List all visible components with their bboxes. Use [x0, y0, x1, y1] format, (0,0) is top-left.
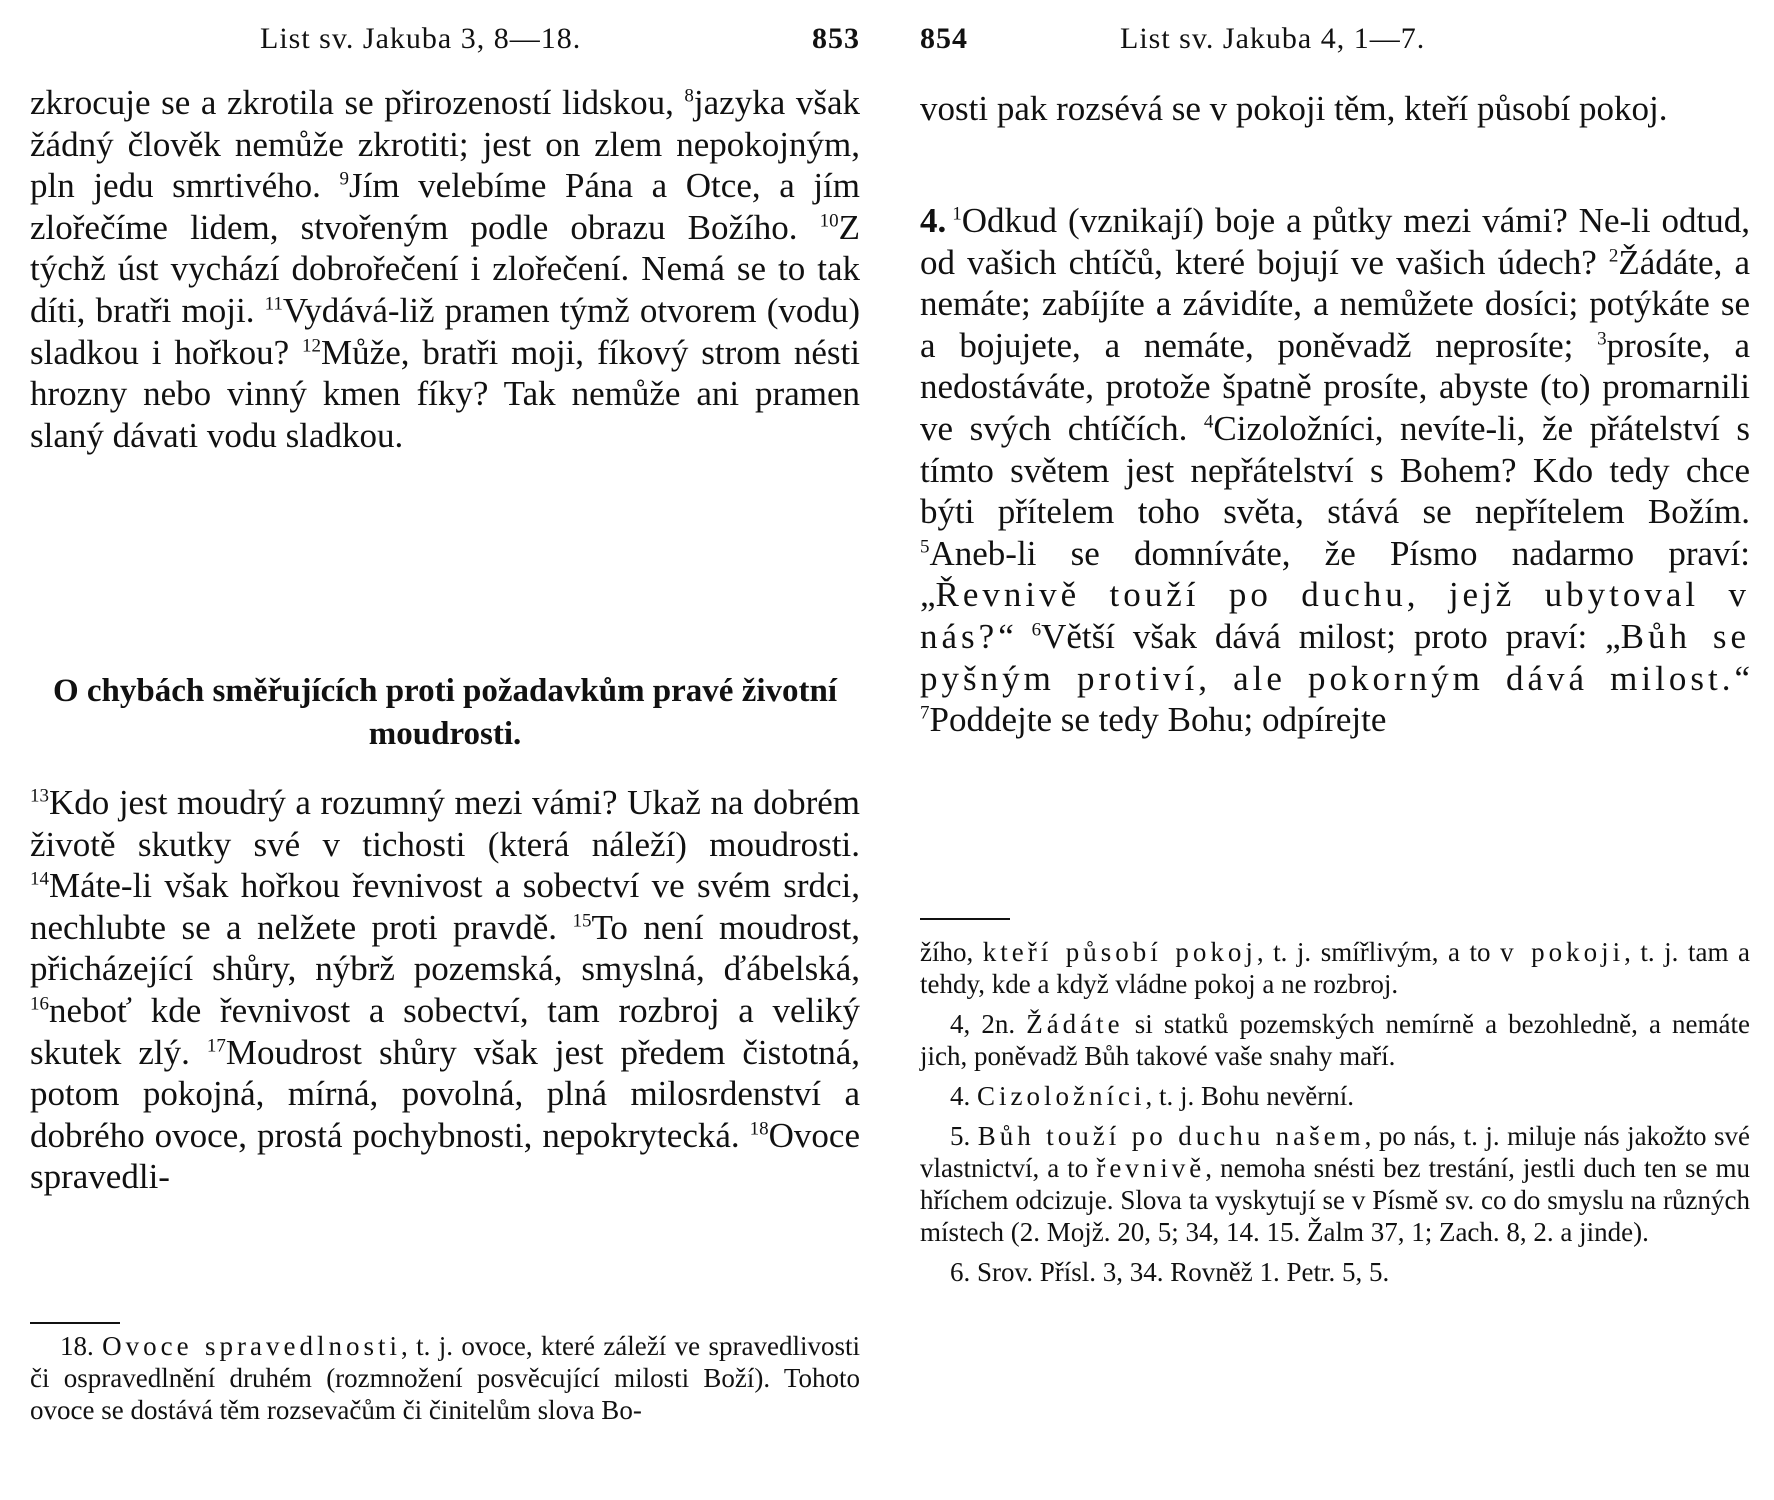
footnote-divider [920, 918, 1010, 920]
footnote [920, 1008, 1750, 1072]
footnotes [920, 936, 1750, 1296]
text-run: , t. j. tam a tehdy, kde a když vládne pokoj a ne rozbroj. [920, 937, 1750, 999]
left-page [30, 0, 860, 1500]
text-run: Poddejte se tedy Bohu; odpírejte [929, 700, 1387, 740]
verse-number: 6 [1031, 619, 1042, 641]
running-head-title: List sv. Jakuba 3, 8—18. [260, 22, 582, 55]
text-run: 4. [950, 1081, 977, 1111]
emphasized-text: Bůh se pyšným protiví, ale pokorným dává milost. [920, 616, 1750, 698]
page-number: 853 [812, 22, 860, 55]
emphasized-text: v pokoji [1500, 937, 1625, 967]
text-run: vosti pak rozsévá se v pokoji těm, kteří působí pokoj. [920, 89, 1668, 128]
verse-number: 11 [264, 293, 283, 315]
text-run: Vydává-liž pramen týmž otvorem (vodu) sladkou i hořkou? [30, 290, 861, 372]
text-run: prosíte, a nedostáváte, protože špatně prosíte, abyste (to) promarnili ve svých chtíčích. [920, 325, 1750, 448]
verse-number: 18 [749, 1118, 769, 1140]
chapter-number: 4. [920, 201, 947, 240]
emphasized-text: Ovoce spravedlnosti [102, 1331, 401, 1361]
verse-number: 13 [30, 785, 49, 807]
verse-number: 8 [684, 85, 694, 107]
body-paragraph [30, 82, 860, 456]
verse-number: 4 [1203, 411, 1214, 433]
verse-number: 15 [572, 910, 592, 932]
text-run: žího, [920, 937, 983, 967]
footnote [920, 1120, 1750, 1248]
text-run: Aneb-li se domníváte, že Písmo nadarmo praví: „ [920, 533, 1750, 615]
footnote [920, 1080, 1750, 1112]
text-run: , t. j. smířlivým, a to [1256, 937, 1501, 967]
text-run: Ovoce spravedli- [30, 1115, 860, 1197]
text-run: 18. [60, 1331, 103, 1361]
text-run: Kdo jest moudrý a rozumný mezi vámi? Ukaž na dobrém životě skutky své v tichosti (která náleží) moudrosti. [30, 783, 860, 864]
verse-number: 5 [920, 536, 930, 558]
verse-number: 10 [819, 210, 839, 232]
body-paragraph [920, 200, 1750, 741]
text-run: Žádáte, a nemáte; zabíjíte a závidíte, a nemůžete dosíci; potýkáte se a bojujete, a nemáte, poněvadž neprosíte; [920, 242, 1750, 365]
footnote [920, 936, 1750, 1000]
text-run: 6. Srov. Přísl. 3, 34. Rovněž 1. Petr. 5, 5. [950, 1257, 1390, 1287]
section-heading: O chybách směřujících proti požadavkům pravé životní moudrosti. [52, 673, 838, 752]
text-run: , nemoha snésti bez trestání, jestli duch ten se mu hříchem odcizuje. Slova ta vyskytují se v Písmě sv. co do smyslu na různých místech (2. Mojž. 20, 5; 34, 14. 15. Žalm 37, 1; Zach. 8, 2. a jinde). [920, 1153, 1750, 1247]
emphasized-text: Řevnivě touží po duchu, jejž ubytoval v nás? [920, 575, 1750, 656]
text-run: “ [1734, 658, 1750, 698]
emphasized-text: Cizoložníci [977, 1081, 1146, 1111]
footnote-divider [30, 1322, 120, 1324]
text-run: Větší však dává milost; proto praví: „ [1041, 616, 1621, 656]
text-run: si statků pozemských nemírně a bezohledně, a nemáte jich, poněvadž Bůh takové vaše snahy maří. [920, 1009, 1750, 1071]
verse-number: 2 [1608, 244, 1619, 266]
verse-number: 17 [206, 1034, 226, 1056]
emphasized-text: kteří působí pokoj [982, 937, 1257, 967]
verse-number: 3 [1597, 328, 1607, 350]
verse-number: 14 [30, 868, 49, 890]
emphasized-text: řevnivě [1096, 1153, 1206, 1183]
body-paragraph [920, 88, 1750, 130]
emphasized-text: Bůh touží po duchu našem [977, 1121, 1365, 1151]
text-run: To není moudrost, přicházející shůry, nýbrž pozemská, smyslná, ďábelská, [30, 907, 860, 989]
running-head [920, 22, 1750, 62]
text-run: , po nás, t. j. miluje nás jakožto své vlastnictví, a to [920, 1121, 1751, 1183]
verse-number: 1 [952, 203, 962, 225]
text-run: Cizoložníci, nevíte-li, že přátelství s tímto světem jest nepřátelství s Bohem? Kdo tedy chce býti přítelem toho světa, stává se nepřítelem Božím. [920, 408, 1751, 532]
verse-number: 12 [302, 334, 322, 356]
text-run: 5. [950, 1121, 978, 1151]
right-page [920, 0, 1750, 1500]
footnote [920, 1256, 1750, 1288]
running-head-title: List sv. Jakuba 4, 1—7. [1120, 22, 1426, 55]
verse-number: 7 [920, 702, 930, 724]
text-run: 4, 2n. [950, 1009, 1027, 1039]
text-run: Z týchž úst vychází dobrořečení i zlořečení. Nemá se to tak díti, bratři moji. [30, 207, 860, 330]
text-run: Může, bratři moji, fíkový strom nésti hrozny nebo vinný kmen fíky? Tak nemůže ani pramen slaný dávati vodu sladkou. [30, 332, 860, 455]
footnotes [30, 1330, 860, 1434]
emphasized-text: Žádáte [1026, 1009, 1124, 1039]
text-run: “ [998, 616, 1032, 656]
text-run: , t. j. ovoce, které záleží ve spravedlivosti či ospravedlnění druhém (rozmnožení posvěcující milosti Boží). Tohoto ovoce se dostává těm rozsevačům či činitelům slova Bo- [30, 1331, 860, 1425]
text-run: Máte-li však hořkou řevnivost a sobectví ve svém srdci, nechlubte se a nelžete proti pravdě. [30, 866, 860, 947]
text-run: neboť kde řevnivost a sobectví, tam rozbroj a veliký skutek zlý. [30, 990, 860, 1072]
verse-number: 16 [30, 993, 49, 1015]
text-run: Moudrost shůry však jest předem čistotná, potom pokojná, mírná, povolná, plná milosrdenství a dobrého ovoce, prostá pochybnosti, nepokrytecká. [30, 1032, 860, 1155]
text-run: zkrocuje se a zkrotila se přirozeností lidskou, [30, 83, 685, 122]
verse-number: 9 [339, 168, 349, 190]
text-run: jazyka však žádný člověk nemůže zkrotiti; jest on zlem nepokojným, pln jedu smrtivého. [30, 83, 861, 206]
text-run: , t. j. Bohu nevěrní. [1145, 1081, 1354, 1111]
running-head [30, 22, 860, 62]
body-paragraph [30, 782, 860, 1198]
page-number: 854 [920, 22, 968, 55]
text-run: Jím velebíme Pána a Otce, a jím zlořečíme lidem, stvořeným podle obrazu Božího. [30, 166, 860, 247]
footnote [30, 1330, 860, 1426]
text-run: Odkud (vznikají) boje a půtky mezi vámi? Ne-li odtud, od vašich chtíčů, které bojují ve vašich údech? [920, 201, 1750, 282]
